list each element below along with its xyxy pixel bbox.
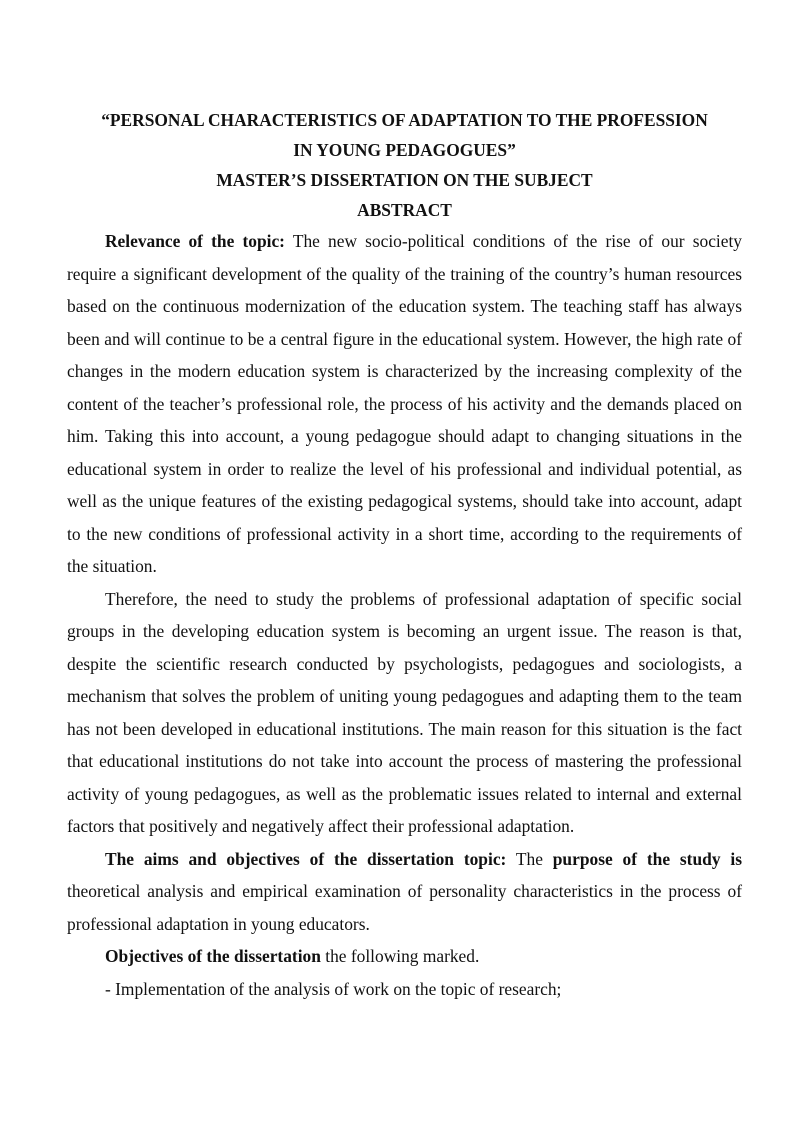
title-line-4: ABSTRACT (357, 200, 452, 220)
document-page (67, 105, 742, 1005)
therefore-paragraph (67, 583, 742, 843)
title-line-1: “PERSONAL CHARACTERISTICS OF ADAPTATION TO THE PROFESSION (101, 110, 708, 130)
list-item: - Implementation of the analysis of work on the topic of research; (105, 978, 562, 999)
objectives-text: the following marked. (320, 946, 480, 966)
relevance-heading: Relevance of the topic: (105, 231, 285, 251)
document-title (67, 105, 742, 225)
relevance-text: The new socio-political conditions of the rise of our society require a significant development of the quality of the training of the country’s human resources based on the continuous modernization of the education system. The teaching staff has always been and will continue to be a central figure in the educational system. However, the high rate of changes in the modern education system is characterized by the increasing complexity of the content of the teacher’s professional role, the process of his activity and the demands placed on him. Taking this into account, a young pedagogue should adapt to changing situations in the educational system in order to realize the level of his professional and individual potential, as well as the unique features of the existing pedagogical systems, should take into account, adapt to the new conditions of professional activity in a short time, according to the requirements of the situation. (67, 231, 742, 576)
aims-mid: The (506, 848, 553, 869)
relevance-paragraph (67, 225, 742, 583)
title-line-3: MASTER’S DISSERTATION ON THE SUBJECT (216, 170, 593, 190)
aims-text: theoretical analysis and empirical examination of personality characteristics in the process of professional adaptation in young educators. (67, 881, 742, 934)
objectives-heading: Objectives of the dissertation (105, 946, 321, 966)
therefore-text: Therefore, the need to study the problems of professional adaptation of specific social groups in the developing education system is becoming an urgent issue. The reason is that, despite the scientific research conducted by psychologists, pedagogues and sociologists, a mechanism that solves the problem of uniting young pedagogues and adapting them to the team has not been developed in educational institutions. The main reason for this situation is the fact that educational institutions do not take into account the process of mastering the professional activity of young pedagogues, as well as the problematic issues related to internal and external factors that positively and negatively affect their professional adaptation. (67, 588, 742, 836)
title-line-2: IN YOUNG PEDAGOGUES” (293, 140, 516, 160)
aims-paragraph (67, 843, 742, 941)
objectives-paragraph (67, 940, 742, 973)
aims-purpose: purpose of the study is (552, 848, 742, 869)
aims-heading: The aims and objectives of the dissertation topic: (105, 848, 507, 869)
